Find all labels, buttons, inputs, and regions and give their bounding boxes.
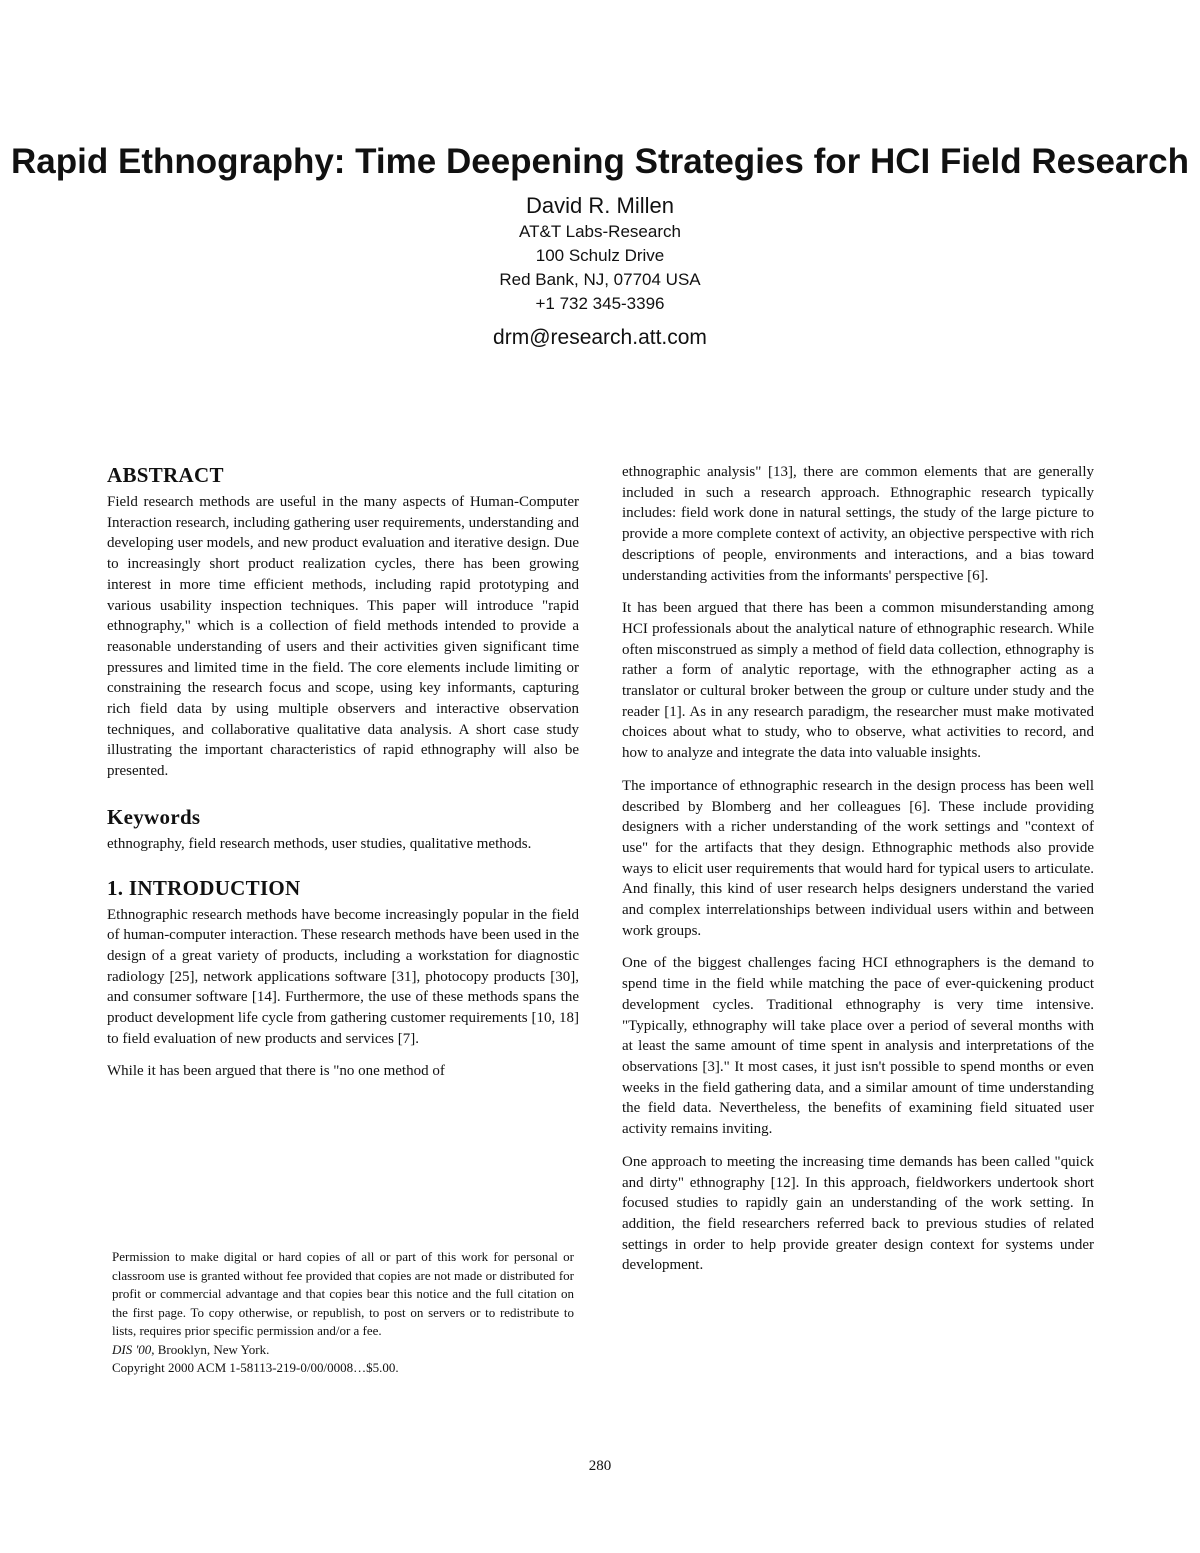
author-phone: +1 732 345-3396 [535,294,665,313]
abstract-heading: ABSTRACT [107,463,224,487]
author-name: David R. Millen [526,193,674,218]
introduction-heading: 1. INTRODUCTION [107,875,301,900]
right-paragraph-2: It has been argued that there has been a common misunderstanding among HCI professionals about the analytical nature of ethnographic research. While often misconstrued as simply a method of field data collection, ethnography is rather a form of analytic reportage, with the ethnographer acting as a translator or cultural broker between the group or culture under study and the reader [1]. As in any research paradigm, the researcher must make motivated choices about what to study, who to observe, what activities to record, and how to analyze and integrate the data into valuable insights. [622,600,1094,762]
right-paragraph-3: The importance of ethnographic research in the design process has been well described by Blomberg and her colleagues [6]. These include providing designers with a richer understanding of the work settings and "context of use" for the artifacts that they design. Ethnographic methods also provide ways to elicit user requirements that would hard for typical users to articulate. And finally, this kind of user research helps designers understand the varied and complex interrelationships between individual users within and between work groups. [622,777,1094,939]
left-column [107,462,579,1094]
venue-name: DIS '00 [112,1341,152,1357]
permission-text: Permission to make digital or hard copies of all or part of this work for personal or classroom use is granted without fee provided that copies are not made or distributed for profit or commercial advantage and that copies bear this notice and the full citation on the first page. To copy otherwise, or republish, to post on servers or to redistribute to lists, requires prior specific permission and/or a fee. [112,1249,574,1338]
paper-title: Rapid Ethnography: Time Deepening Strategies for HCI Field Research [11,142,1189,181]
abstract-text: Field research methods are useful in the many aspects of Human-Computer Interaction research, including gathering user requirements, understanding and developing user models, and new product evaluation and iterative design. Due to increasingly short product realization cycles, there has been growing interest in more time efficient methods, including rapid prototyping and various usability inspection techniques. This paper will introduce "rapid ethnography," which is a collection of field methods intended to provide a reasonable understanding of users and their activities given significant time pressures and limited time in the field. The core elements include limiting or constraining the research focus and scope, using key informants, capturing rich field data by using multiple observers and interactive observation techniques, and collaborative qualitative data analysis. A short case study illustrating the important characteristics of rapid ethnography will also be presented. [107,494,579,780]
keywords-heading: Keywords [107,804,201,829]
page-number: 280 [588,1458,612,1474]
keywords-text: ethnography, field research methods, user studies, qualitative methods. [107,835,532,852]
author-address-line2: Red Bank, NJ, 07704 USA [499,270,701,289]
right-column [622,462,1094,1288]
author-address-line1: 100 Schulz Drive [535,246,665,265]
introduction-paragraph-2: While it has been argued that there is "no one method of [107,1063,445,1080]
introduction-paragraph-1: Ethnographic research methods have become increasingly popular in the field of human-computer interaction. These research methods have been used in the design of a great variety of products, including a workstation for diagnostic radiology [25], network applications software [31], photocopy products [30], and consumer software [14]. Furthermore, the use of these methods spans the product development life cycle from gathering customer requirements [10, 18] to field evaluation of new products and services [7]. [107,906,579,1047]
venue-location: , Brooklyn, New York. [151,1341,270,1357]
author-affiliation: AT&T Labs-Research [519,222,681,241]
right-paragraph-1: ethnographic analysis" [13], there are common elements that are generally included in such a research approach. Ethnographic research typically includes: field work done in natural settings, the study of the large picture to provide a more complete context of activity, an objective perspective with rich descriptions of people, environments and interactions, and a bias toward understanding activities from the informants' perspective [6]. [622,464,1094,584]
right-paragraph-5: One approach to meeting the increasing time demands has been called "quick and dirty" ethnography [12]. In this approach, fieldworkers undertook short focused studies to rapidly gain an understanding of the work setting. In addition, the field researchers referred back to previous studies of related settings in order to help provide greater design context for systems under development. [622,1153,1094,1274]
copyright-line: Copyright 2000 ACM 1-58113-219-0/00/0008…$5.00. [112,1360,399,1375]
right-paragraph-4: One of the biggest challenges facing HCI ethnographers is the demand to spend time in the field while matching the pace of ever-quickening product development cycles. Traditional ethnography is very time intensive. "Typically, ethnography will take place over a period of several months with at least the same amount of time spent in analysis and interpretations of the observations [3]." It most cases, it just isn't possible to spend months or even weeks in the field gathering data, and a similar amount of time understanding the field data. Nevertheless, the benefits of examining field situated user activity remains inviting. [622,955,1094,1138]
conference-venue [112,1341,574,1360]
author-email: drm@research.att.com [493,326,707,349]
title-block [0,140,1200,352]
permission-notice [112,1248,574,1378]
